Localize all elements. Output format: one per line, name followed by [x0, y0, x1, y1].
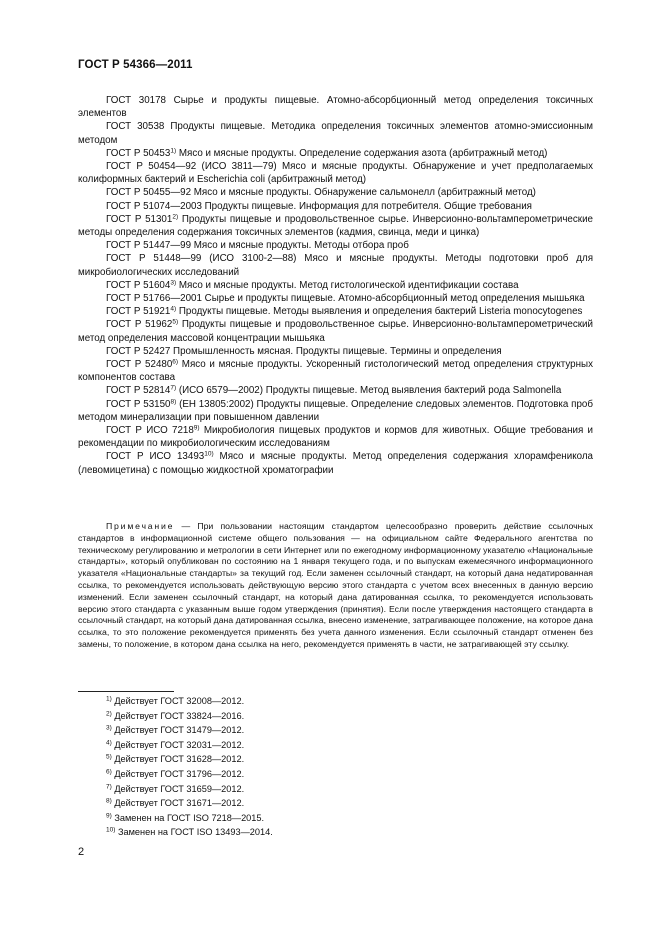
reference-text: ГОСТ Р 51766—2001 Сырье и продукты пищевые. Атомно-абсорбционный метод определения мышьяка	[106, 293, 585, 305]
footnote-text: Действует ГОСТ 31659—2012.	[111, 783, 245, 794]
reference-text: ГОСТ 30178 Сырье и продукты пищевые. Атомно-абсорбционный метод определения токсичных элементов	[78, 95, 593, 120]
reference-text: ГОСТ 30538 Продукты пищевые. Методика определения токсичных элементов атомно-эмиссионным методом	[78, 121, 593, 146]
reference-entry	[78, 147, 593, 160]
reference-entry	[78, 160, 593, 186]
reference-entry	[78, 292, 593, 305]
reference-text: ГОСТ Р 50455—92 Мясо и мясные продукты. Обнаружение сальмонелл (арбитражный метод)	[106, 187, 536, 199]
reference-text: ГОСТ Р 50453	[106, 147, 171, 159]
reference-entry	[78, 345, 593, 358]
footnote-text: Действует ГОСТ 31796—2012.	[111, 768, 245, 779]
reference-text: ГОСТ Р 51301	[106, 213, 173, 225]
reference-entry	[78, 213, 593, 239]
footnote-number: 9)	[106, 812, 112, 820]
reference-text: ГОСТ Р ИСО 7218	[106, 425, 194, 437]
footnote-text: Заменен на ГОСТ ISO 7218—2015.	[111, 812, 265, 823]
normative-references-list	[78, 94, 593, 477]
reference-entry	[78, 384, 593, 397]
footnote-text: Заменен на ГОСТ ISO 13493—2014.	[115, 827, 273, 838]
footnote-marker: 5)	[172, 318, 179, 326]
reference-entry	[78, 252, 593, 278]
reference-text-continued: Мясо и мясные продукты. Метод определения содержания хлорамфеникола (левомицетина) с помощью жидкостной хроматографии	[78, 451, 593, 476]
footnotes-list	[106, 694, 273, 840]
footnote	[106, 782, 273, 797]
note-text: При пользовании настоящим стандартом целесообразно проверить действие ссылочных стандартов в информационной системе общего пользования — на официальном сайте Федерального агентства по техническому регулированию и метрологии в сети Интернет или по ежегодному информационному указателю «Национальные стандарты», который опубликован по состоянию на 1 января текущего года, и по выпускам ежемесячного информационного указателя «Национальные стандарты» за текущий год. Если заменен ссылочный стандарт, на который дана недатированная ссылка, то рекомендуется использовать действующую версию этого стандарта с учетом всех внесенных в данную версию изменений. Если заменен ссылочный стандарт, на который дана датированная ссылка, то рекомендуется использовать версию этого стандарта с указанным выше годом утверждения (принятия). Если после утверждения настоящего стандарта в ссылочный стандарт, на который дана датированная ссылка, внесено изменение, затрагивающее положение, на которое дана ссылка, то это положение рекомендуется применять без учета данного изменения. Если ссылочный стандарт отменен без замены, то положение, в котором дана ссылка на него, рекомендуется применять в части, не затрагивающей эту ссылку.	[78, 521, 593, 649]
footnote-marker: 7)	[170, 384, 177, 392]
footnote-text: Действует ГОСТ 32008—2012.	[111, 696, 245, 706]
footnote-number: 7)	[106, 783, 112, 791]
reference-text-continued: Продукты пищевые и продовольственное сырье. Инверсионно-вольтамперометрический метод определения массовой концентрации мышьяка	[78, 319, 593, 344]
reference-text: ГОСТ Р 52480	[106, 359, 173, 371]
reference-entry	[78, 120, 593, 146]
footnote	[106, 767, 273, 782]
reference-entry	[78, 318, 593, 344]
reference-text: ГОСТ Р ИСО 13493	[106, 451, 205, 463]
reference-entry	[78, 279, 593, 292]
footnote	[106, 811, 273, 826]
footnote-number: 3)	[106, 724, 112, 732]
reference-entry	[78, 200, 593, 213]
footnote-marker: 6)	[172, 358, 179, 366]
document-header: ГОСТ Р 54366—2011	[78, 59, 193, 71]
footnote-number: 5)	[106, 753, 112, 761]
footnote-separator	[78, 691, 174, 692]
note-label: Примечание	[106, 521, 175, 531]
footnote-text: Действует ГОСТ 33824—2016.	[111, 710, 245, 721]
reference-text: ГОСТ Р 52814	[106, 385, 171, 397]
footnote-marker: 10)	[204, 450, 214, 458]
footnote	[106, 723, 273, 738]
reference-text: ГОСТ Р 51921	[106, 306, 171, 318]
reference-text-continued: Продукты пищевые. Методы выявления и определения бактерий Listeria monocytogenes	[176, 306, 583, 318]
footnote-number: 8)	[106, 797, 112, 805]
footnote-number: 4)	[106, 739, 112, 747]
reference-entry	[78, 186, 593, 199]
footnote	[106, 738, 273, 753]
footnote-number: 10)	[106, 826, 116, 834]
reference-text-continued: (ЕН 13805:2002) Продукты пищевые. Определение следовых элементов. Подготовка проб методом минерализации при повышенном давлении	[78, 398, 593, 423]
reference-text: ГОСТ Р 51074—2003 Продукты пищевые. Информация для потребителя. Общие требования	[106, 200, 532, 212]
reference-entry	[78, 305, 593, 318]
reference-text: ГОСТ Р 52427 Промышленность мясная. Продукты пищевые. Термины и определения	[106, 345, 502, 357]
footnote-marker: 1)	[170, 147, 177, 155]
reference-entry	[78, 450, 593, 476]
reference-text: ГОСТ Р 50454—92 (ИСО 3811—79) Мясо и мясные продукты. Обнаружение и учет предполагаемых колиформных бактерий и Escherichia coli (арбитражный метод)	[78, 161, 593, 186]
footnote	[106, 694, 273, 709]
footnote	[106, 709, 273, 724]
footnote-marker: 9)	[193, 424, 200, 432]
reference-text: ГОСТ Р 51448—99 (ИСО 3100-2—88) Мясо и мясные продукты. Методы подготовки проб для микробиологических исследований	[78, 253, 593, 278]
reference-text-continued: Мясо и мясные продукты. Ускоренный гистологический метод определения структурных компонентов состава	[78, 359, 593, 384]
reference-text-continued: Мясо и мясные продукты. Метод гистологической идентификации состава	[176, 279, 519, 291]
footnote-marker: 8)	[170, 398, 177, 406]
footnote	[106, 825, 273, 840]
reference-text-continued: Мясо и мясные продукты. Определение содержания азота (арбитражный метод)	[176, 147, 548, 159]
footnote-marker: 4)	[170, 305, 177, 313]
reference-entry	[78, 358, 593, 384]
footnote-number: 2)	[106, 710, 112, 718]
reference-text-continued: Микробиология пищевых продуктов и кормов для животных. Общие требования и рекомендации по микробиологическим исследованиям	[78, 425, 594, 450]
footnote-text: Действует ГОСТ 32031—2012.	[111, 739, 245, 750]
reference-text-continued: Продукты пищевые и продовольственное сырье. Инверсионно-вольтамперометрические методы определения содержания токсичных элементов (кадмия, свинца, меди и цинка)	[78, 213, 593, 239]
note-paragraph	[78, 521, 593, 651]
reference-entry	[78, 398, 593, 424]
reference-text: ГОСТ Р 51962	[106, 319, 173, 331]
footnote	[106, 796, 273, 811]
reference-text-continued: (ИСО 6579—2002) Продукты пищевые. Метод выявления бактерий рода Salmonella	[176, 385, 562, 397]
reference-text: ГОСТ Р 51604	[106, 279, 171, 291]
reference-entry	[78, 94, 593, 120]
footnote-text: Действует ГОСТ 31479—2012.	[111, 725, 245, 736]
footnote-text: Действует ГОСТ 31628—2012.	[111, 754, 245, 765]
reference-text: ГОСТ Р 51447—99 Мясо и мясные продукты. Методы отбора проб	[106, 240, 409, 252]
footnote	[106, 752, 273, 767]
reference-entry	[78, 239, 593, 252]
footnote-number: 6)	[106, 768, 112, 776]
footnote-text: Действует ГОСТ 31671—2012.	[111, 798, 245, 809]
reference-text: ГОСТ Р 53150	[106, 398, 171, 410]
footnote-marker: 3)	[170, 279, 177, 287]
footnote-marker: 2)	[172, 213, 179, 221]
note-dash: —	[174, 521, 198, 531]
reference-entry	[78, 424, 593, 450]
page-number: 2	[78, 846, 85, 858]
footnote-number: 1)	[106, 695, 112, 703]
